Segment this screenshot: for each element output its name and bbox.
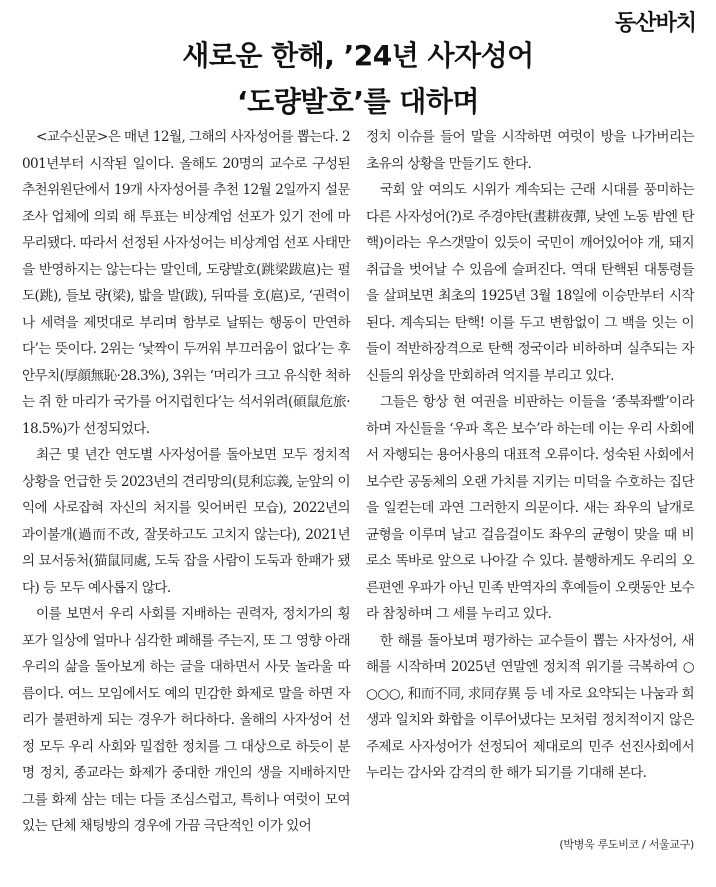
paragraph: <교수신문>은 매년 12월, 그해의 사자성어를 뽑는다. 2001년부터 시작된 일이다. 올해도 20명의 교수로 구성된 추천위원단에서 19개 사자성어를 추천 12월 2일까지 설문조사 업체에 의뢰 해 투표는 비상계엄 선포가 있기 전에 마무리됐다. 따라서 선정된 사자성어는 비상계엄 선포 사태만을 반영하지는 않는다는 말인데, 도량발호(跳梁跋扈)는 펄 도(跳), 들보 량(梁), 밟을 발(跋), 뒤따를 호(扈)로, ‘권력이나 세력을 제멋대로 부리며 함부로 날뛰는 행동이 만연하다’는 뜻이다. 2위는 ‘낯짝이 두꺼워 부끄러움이 없다’는 후안무치(厚顔無恥·28.3%), 3위는 ‘머리가 크고 유식한 척하는 쥐 한 마리가 국가를 어지럽힌다’는 석서위려(碩鼠危旅·18.5%)가 선정되었다. [22, 129, 350, 437]
paragraph: 한 해를 돌아보며 평가하는 교수들이 뽑는 사자성어, 새해를 시작하며 2025년 연말엔 정치적 위기를 극복하여 ○○○○, 和而不同, 求同存異 등 네 자로 요약되는 나눔과 희생과 일치와 화합을 이루어냈다는 모처럼 정치적이지 않은 주제로 사자성어가 선정되어 제대로의 민주 선진사회에서 누리는 감사와 감격의 한 해가 되기를 기대해 본다. [366, 632, 694, 781]
headline-line-1: 새로운 한해, ’24년 사자성어 [182, 39, 534, 72]
article-column-right [366, 124, 694, 787]
headline-line-2: ‘도량발호’를 대하며 [237, 85, 479, 118]
paragraph: 그들은 항상 현 여권을 비판하는 이들을 ‘종북좌빨’이라 하며 자신들을 ‘우파 혹은 보수’라 하는데 이는 우리 사회에서 자행되는 용어사용의 대표적 오류이다. 성숙된 사회에서 보수란 공동체의 오랜 가치를 지키는 미덕을 수호하는 집단을 일컫는데 과연 그러한지 의문이다. 새는 좌우의 날개로 균형을 이루며 날고 걸음걸이도 좌우의 균형이 맞을 때 비로소 똑바로 앞으로 나아갈 수 있다. 불행하게도 우리의 오른편엔 우파가 아닌 민족 반역자의 후예들이 오랫동안 보수라 참칭하며 그 세를 누리고 있다. [366, 394, 694, 622]
paragraph: 국회 앞 여의도 시위가 계속되는 근래 시대를 풍미하는 다른 사자성어(?)로 주경야탄(晝耕夜彈, 낮엔 노동 밤엔 탄핵)이라는 우스갯말이 있듯이 국민이 깨어있어야 개, 돼지 취급을 벗어날 수 있음에 슬퍼진다. 역대 탄핵된 대통령들을 살펴보면 최초의 1925년 3월 18일에 이승만부터 시작된다. 계속되는 탄핵! 이를 두고 변함없이 그 백을 잇는 이들이 적반하장격으로 탄핵 정국이라 비하하며 실추되는 자신들의 위상을 만회하려 억지를 부리고 있다. [366, 182, 694, 384]
paragraph: 정치 이슈를 들어 말을 시작하면 여럿이 방을 나가버리는 초유의 상황을 만들기도 한다. [366, 129, 694, 172]
column-tag: 동산바치 [614, 11, 696, 36]
article-column-left [22, 124, 350, 840]
paragraph: 이를 보면서 우리 사회를 지배하는 권력자, 정치가의 횡포가 일상에 얼마나 심각한 폐해를 주는지, 또 그 영향 아래 우리의 삶을 돌아보게 하는 글을 대하면서 사뭇 놀라울 따름이다. 여느 모임에서도 예의 민감한 화제로 말을 하면 자리가 불편하게 되는 경우가 허다하다. 올해의 사자성어 선정 모두 우리 사회와 밀접한 정치를 그 대상으로 하듯이 분명 정치, 종교라는 화제가 중대한 개인의 생을 지배하지만 그를 화제 삼는 데는 다들 조심스럽고, 특히나 여럿이 모여 있는 단체 채팅방의 경우에 가끔 극단적인 이가 있어 [22, 606, 350, 834]
author-byline: (박병욱 루도비코 / 서울교구) [559, 838, 694, 851]
paragraph: 최근 몇 년간 연도별 사자성어를 돌아보면 모두 정치적 상황을 언급한 듯 2023년의 견리망의(見利忘義, 눈앞의 이익에 사로잡혀 자신의 처지를 잊어버린 모습), 2022년의 과이불개(過而不改, 잘못하고도 고치지 않는다), 2021년의 묘서동처(猫鼠同處, 도둑 잡을 사람이 도둑과 한패가 됐다) 등 모두 예사롭지 않다. [22, 447, 350, 596]
